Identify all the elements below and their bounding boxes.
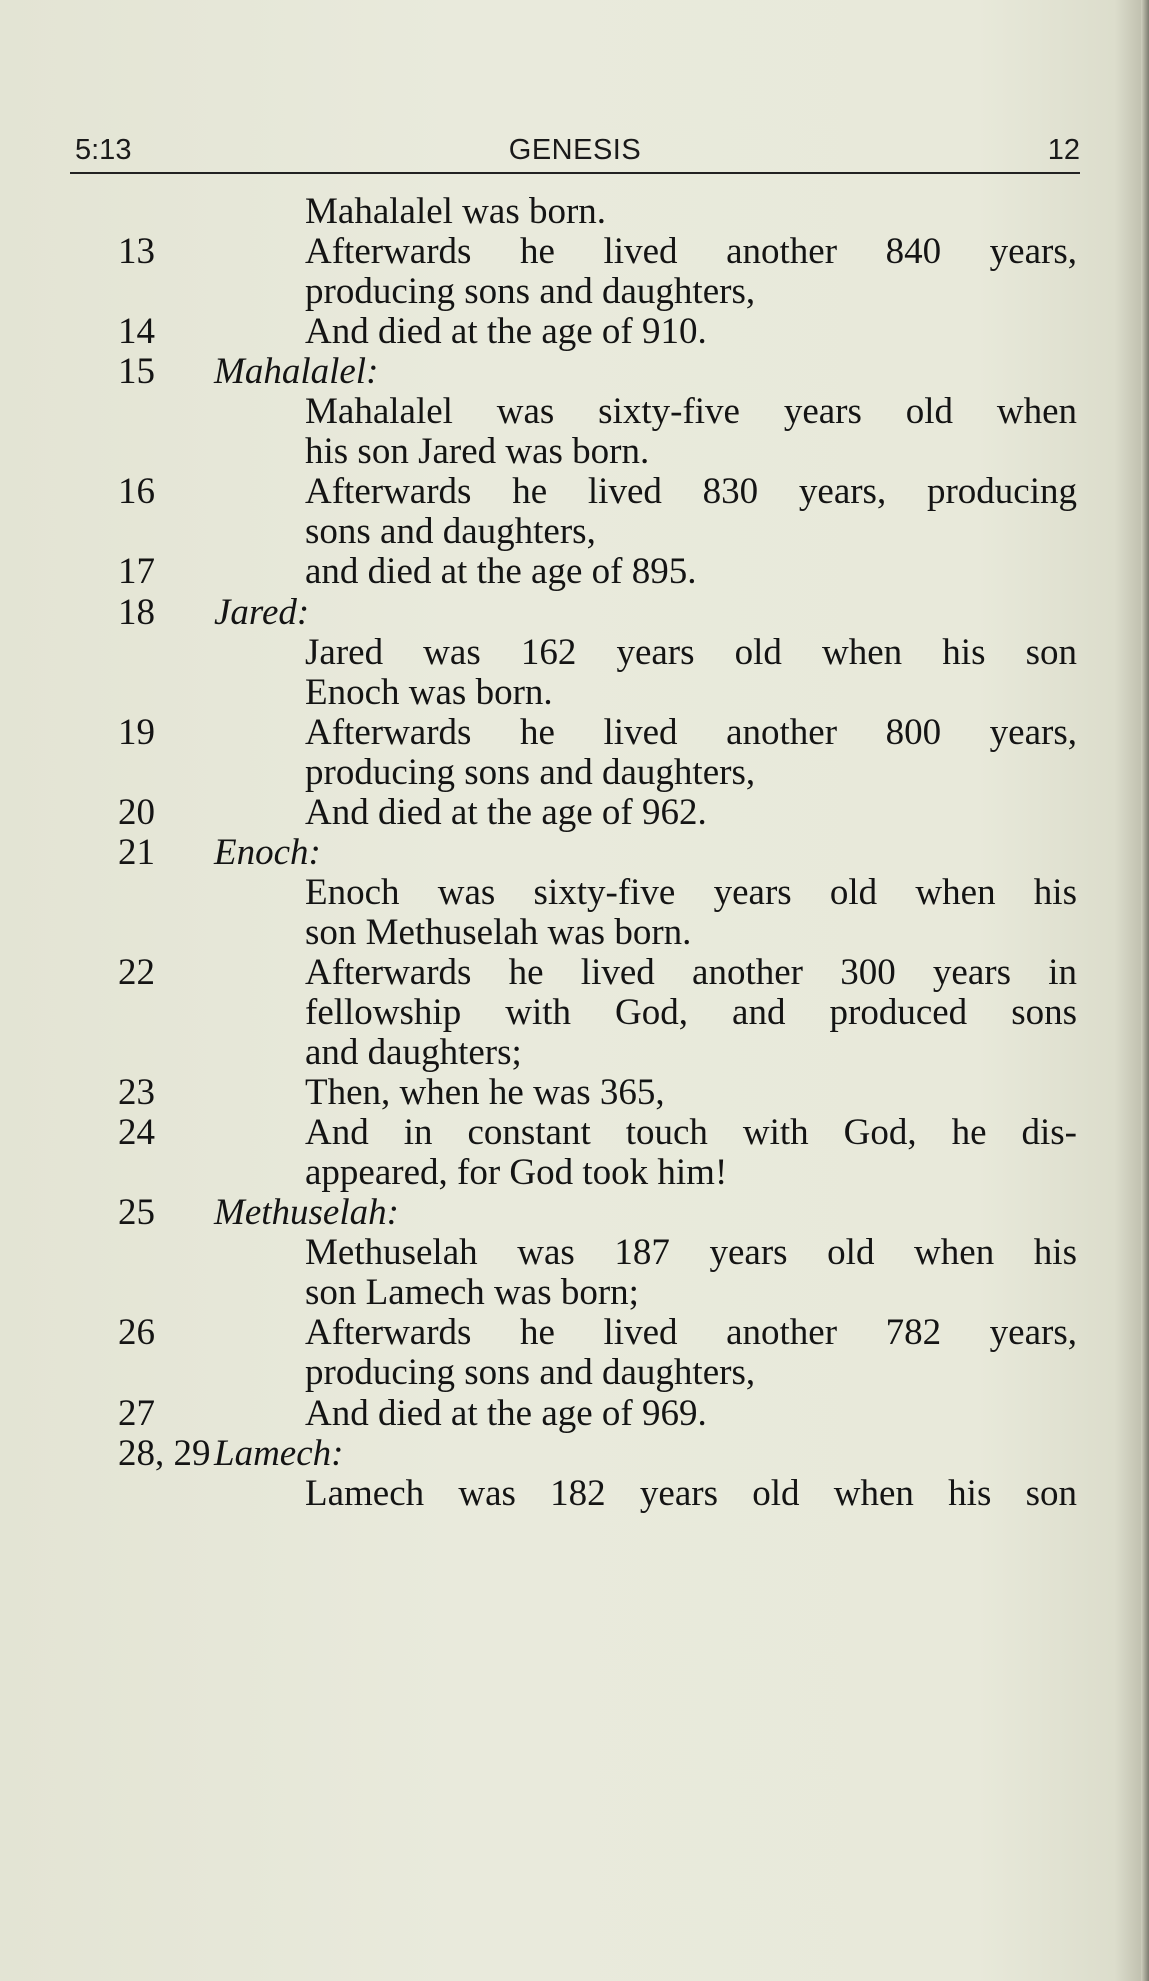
section-heading: Mahalalel: [214,351,379,393]
verse-number: 14 [118,311,155,353]
verse-text: And died at the age of 910. [305,311,707,353]
verse-text: And died at the age of 969. [305,1392,707,1434]
verse-text: Enoch was sixty-five years old when his [305,871,1077,913]
verse-text: his son Jared was born. [305,431,650,473]
verse-text: Mahalalel was born. [305,191,607,232]
section-heading: Jared: [214,591,310,633]
verse-number: 21 [118,831,155,873]
verse-text: Afterwards he lived another 300 years in [305,951,1077,993]
verse-text: Afterwards he lived another 800 years, [305,711,1077,753]
header-rule [70,172,1080,174]
verse-text: Mahalalel was sixty-five years old when [305,391,1077,433]
verse-text: and daughters; [305,1032,522,1074]
verse-text: Lamech was 182 years old when his son [305,1472,1077,1514]
verse-text: Methuselah was 187 years old when his [305,1232,1077,1274]
verse-number: 23 [118,1072,155,1114]
verse-number: 28, 29 [118,1432,211,1474]
verse-text: Afterwards he lived another 840 years, [305,231,1077,273]
verse-text: And died at the age of 962. [305,791,707,833]
verse-text: Enoch was born. [305,671,553,713]
verse-text: appeared, for God took him! [305,1152,728,1194]
book-title: GENESIS [508,134,642,166]
verse-number: 13 [118,231,155,273]
verse-text: Afterwards he lived another 782 years, [305,1312,1077,1354]
verse-number: 20 [118,791,155,833]
verse-number: 17 [118,551,155,593]
chapter-verse-ref: 5:13 [75,134,132,166]
verse-text: And in constant touch with God, he dis- [305,1112,1077,1154]
verse-number: 18 [118,591,155,633]
verse-text: and died at the age of 895. [305,551,697,593]
section-heading: Enoch: [214,831,321,873]
verse-text: producing sons and daughters, [305,1352,756,1394]
section-heading: Lamech: [214,1432,344,1474]
verse-number: 27 [118,1392,155,1434]
page-number: 12 [1047,134,1080,166]
verse-number: 16 [118,471,155,513]
verse-number: 19 [118,711,155,753]
verse-text: Then, when he was 365, [305,1072,665,1114]
verse-line [0,1469,1149,1519]
verse-text: Jared was 162 years old when his son [305,631,1077,673]
verse-number: 25 [118,1192,155,1234]
verse-text: son Methuselah was born. [305,911,692,953]
verse-text: fellowship with God, and produced sons [305,992,1077,1033]
verse-text: son Lamech was born; [305,1272,639,1314]
verse-text: sons and daughters, [305,511,596,553]
verse-text: producing sons and daughters, [305,271,756,313]
verse-number: 26 [118,1312,155,1354]
verse-number: 22 [118,951,155,993]
verse-number: 15 [118,351,155,393]
running-header [70,134,1080,174]
verse-text: Afterwards he lived 830 years, producing [305,471,1077,513]
verse-text: producing sons and daughters, [305,751,756,793]
verse-number: 24 [118,1112,155,1154]
section-heading: Methuselah: [214,1192,399,1234]
